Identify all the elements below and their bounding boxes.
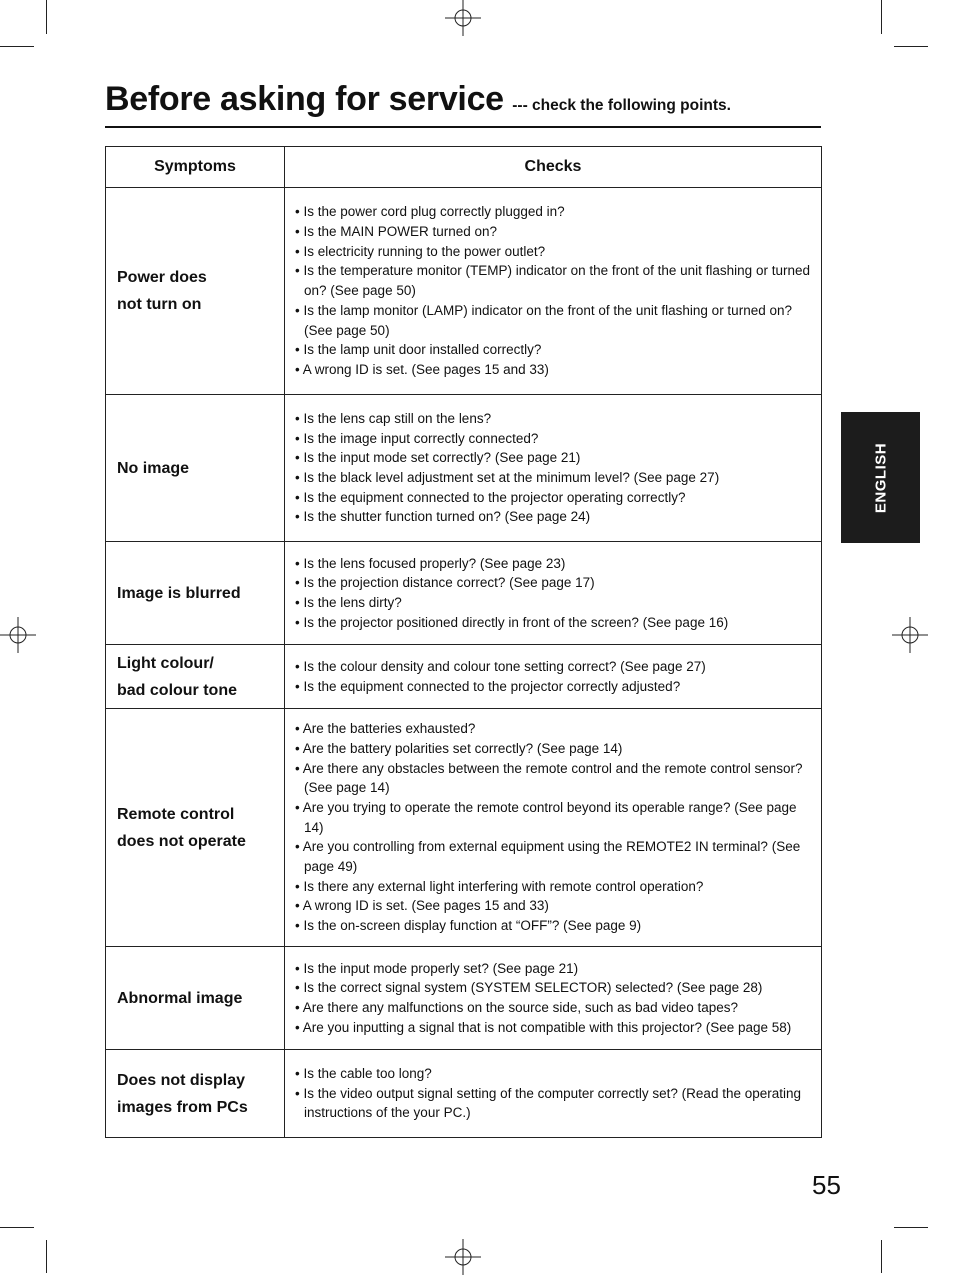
crop-mark	[881, 0, 882, 34]
symptom-line: not turn on	[117, 296, 202, 313]
table-header-row	[106, 147, 822, 188]
symptom-line: No image	[117, 459, 190, 477]
symptoms-column-header: Symptoms	[106, 147, 285, 188]
check-item: • Is the video output signal setting of the computer correctly set? (Read the operating instructions of the your PC.)	[295, 1085, 802, 1121]
registration-mark-icon	[892, 617, 928, 653]
check-item: • Is the temperature monitor (TEMP) indicator on the front of the unit flashing or turned on? (See page 50)	[295, 263, 810, 299]
table-row	[106, 188, 822, 395]
check-item: • Is the input mode set correctly? (See page 21)	[295, 450, 581, 466]
checks-column-header: Checks	[285, 147, 822, 188]
check-item: • Is the lens cap still on the lens?	[295, 410, 492, 426]
check-item: • Is the black level adjustment set at the minimum level? (See page 27)	[295, 470, 720, 485]
check-item: • Is the lamp monitor (LAMP) indicator on the front of the unit flashing or turned on? (See page 50)	[295, 302, 792, 338]
page-subtitle: --- check the following points.	[512, 97, 731, 114]
symptom-line: Remote control	[117, 805, 235, 823]
symptom-line: Image is blurred	[117, 584, 241, 602]
table-row	[106, 1050, 822, 1138]
checks-cell	[285, 542, 822, 645]
table-row	[106, 947, 822, 1050]
checks-cell	[285, 188, 822, 395]
registration-mark-icon	[0, 617, 36, 653]
language-tab	[841, 412, 920, 543]
table-row	[106, 395, 822, 542]
check-item: • Is the input mode properly set? (See page 21)	[295, 960, 579, 976]
checks-cell	[285, 947, 822, 1050]
checks-cell	[285, 395, 822, 542]
page-title-text: Before asking for service	[105, 80, 504, 118]
symptom-line: Abnormal image	[117, 989, 243, 1007]
checks-cell	[285, 645, 822, 709]
check-item: • A wrong ID is set. (See pages 15 and 33)	[295, 361, 549, 377]
symptom-cell	[106, 947, 285, 1050]
symptom-line: Light colour/	[117, 654, 214, 672]
page-title	[105, 80, 821, 128]
symptom-cell	[106, 709, 285, 947]
check-item: • Is the projection distance correct? (See page 17)	[295, 575, 595, 591]
symptom-line: Does not display	[117, 1071, 246, 1089]
page-number: 55	[812, 1170, 841, 1200]
table-row	[106, 645, 822, 709]
language-tab-label: ENGLISH	[872, 442, 889, 513]
symptom-line: bad colour tone	[117, 681, 237, 699]
check-item: • Is electricity running to the power outlet?	[295, 243, 546, 259]
check-item: • Are you inputting a signal that is not compatible with this projector? (See page 58)	[295, 1019, 792, 1035]
check-item: • Are you controlling from external equipment using the REMOTE2 IN terminal? (See page 49)	[295, 839, 801, 875]
symptom-cell	[106, 188, 285, 395]
check-item: • Is the shutter function turned on? (See page 24)	[295, 509, 591, 525]
check-item: • Are you trying to operate the remote control beyond its operable range? (See page 14)	[295, 799, 797, 835]
troubleshooting-table	[105, 146, 822, 1138]
symptom-cell	[106, 542, 285, 645]
check-item: • Is the cable too long?	[295, 1065, 432, 1081]
check-item: • Is the projector positioned directly in front of the screen? (See page 16)	[295, 614, 729, 630]
check-item: • Is the lens focused properly? (See page 23)	[295, 555, 566, 571]
symptom-cell	[106, 395, 285, 542]
check-item: • Are there any malfunctions on the source side, such as bad video tapes?	[295, 1000, 738, 1015]
crop-mark	[894, 46, 928, 47]
table-row	[106, 542, 822, 645]
check-item: • Is the correct signal system (SYSTEM SELECTOR) selected? (See page 28)	[295, 980, 763, 996]
check-item: • Is the equipment connected to the projector operating correctly?	[295, 489, 686, 505]
registration-mark-icon	[445, 0, 481, 36]
crop-mark	[0, 1227, 34, 1228]
check-item: • Are the battery polarities set correctly? (See page 14)	[295, 740, 623, 756]
check-item: • A wrong ID is set. (See pages 15 and 33)	[295, 898, 549, 914]
check-item: • Is the power cord plug correctly plugged in?	[295, 204, 565, 220]
crop-mark	[881, 1240, 882, 1273]
symptom-cell	[106, 1050, 285, 1138]
check-item: • Is the image input correctly connected?	[295, 430, 539, 446]
table-row	[106, 709, 822, 947]
check-item: • Is the on-screen display function at “OFF”? (See page 9)	[295, 918, 642, 934]
crop-mark	[46, 1240, 47, 1273]
check-item: • Is the lens dirty?	[295, 595, 402, 610]
check-item: • Is there any external light interfering with remote control operation?	[295, 878, 704, 894]
check-item: • Is the lamp unit door installed correctly?	[295, 342, 542, 358]
symptom-line: does not operate	[117, 832, 246, 850]
checks-cell	[285, 1050, 822, 1138]
crop-mark	[0, 46, 34, 47]
check-item: • Is the colour density and colour tone setting correct? (See page 27)	[295, 658, 706, 674]
symptom-cell	[106, 645, 285, 709]
checks-cell	[285, 709, 822, 947]
check-item: • Are there any obstacles between the remote control and the remote control sensor? (See page 14)	[295, 760, 803, 796]
check-item: • Is the equipment connected to the projector correctly adjusted?	[295, 678, 681, 694]
crop-mark	[894, 1227, 928, 1228]
check-item: • Are the batteries exhausted?	[295, 721, 476, 737]
symptom-line: images from PCs	[117, 1098, 248, 1116]
check-item: • Is the MAIN POWER turned on?	[295, 224, 498, 240]
symptom-line: Power does	[117, 269, 207, 286]
crop-mark	[46, 0, 47, 34]
registration-mark-icon	[445, 1239, 481, 1275]
